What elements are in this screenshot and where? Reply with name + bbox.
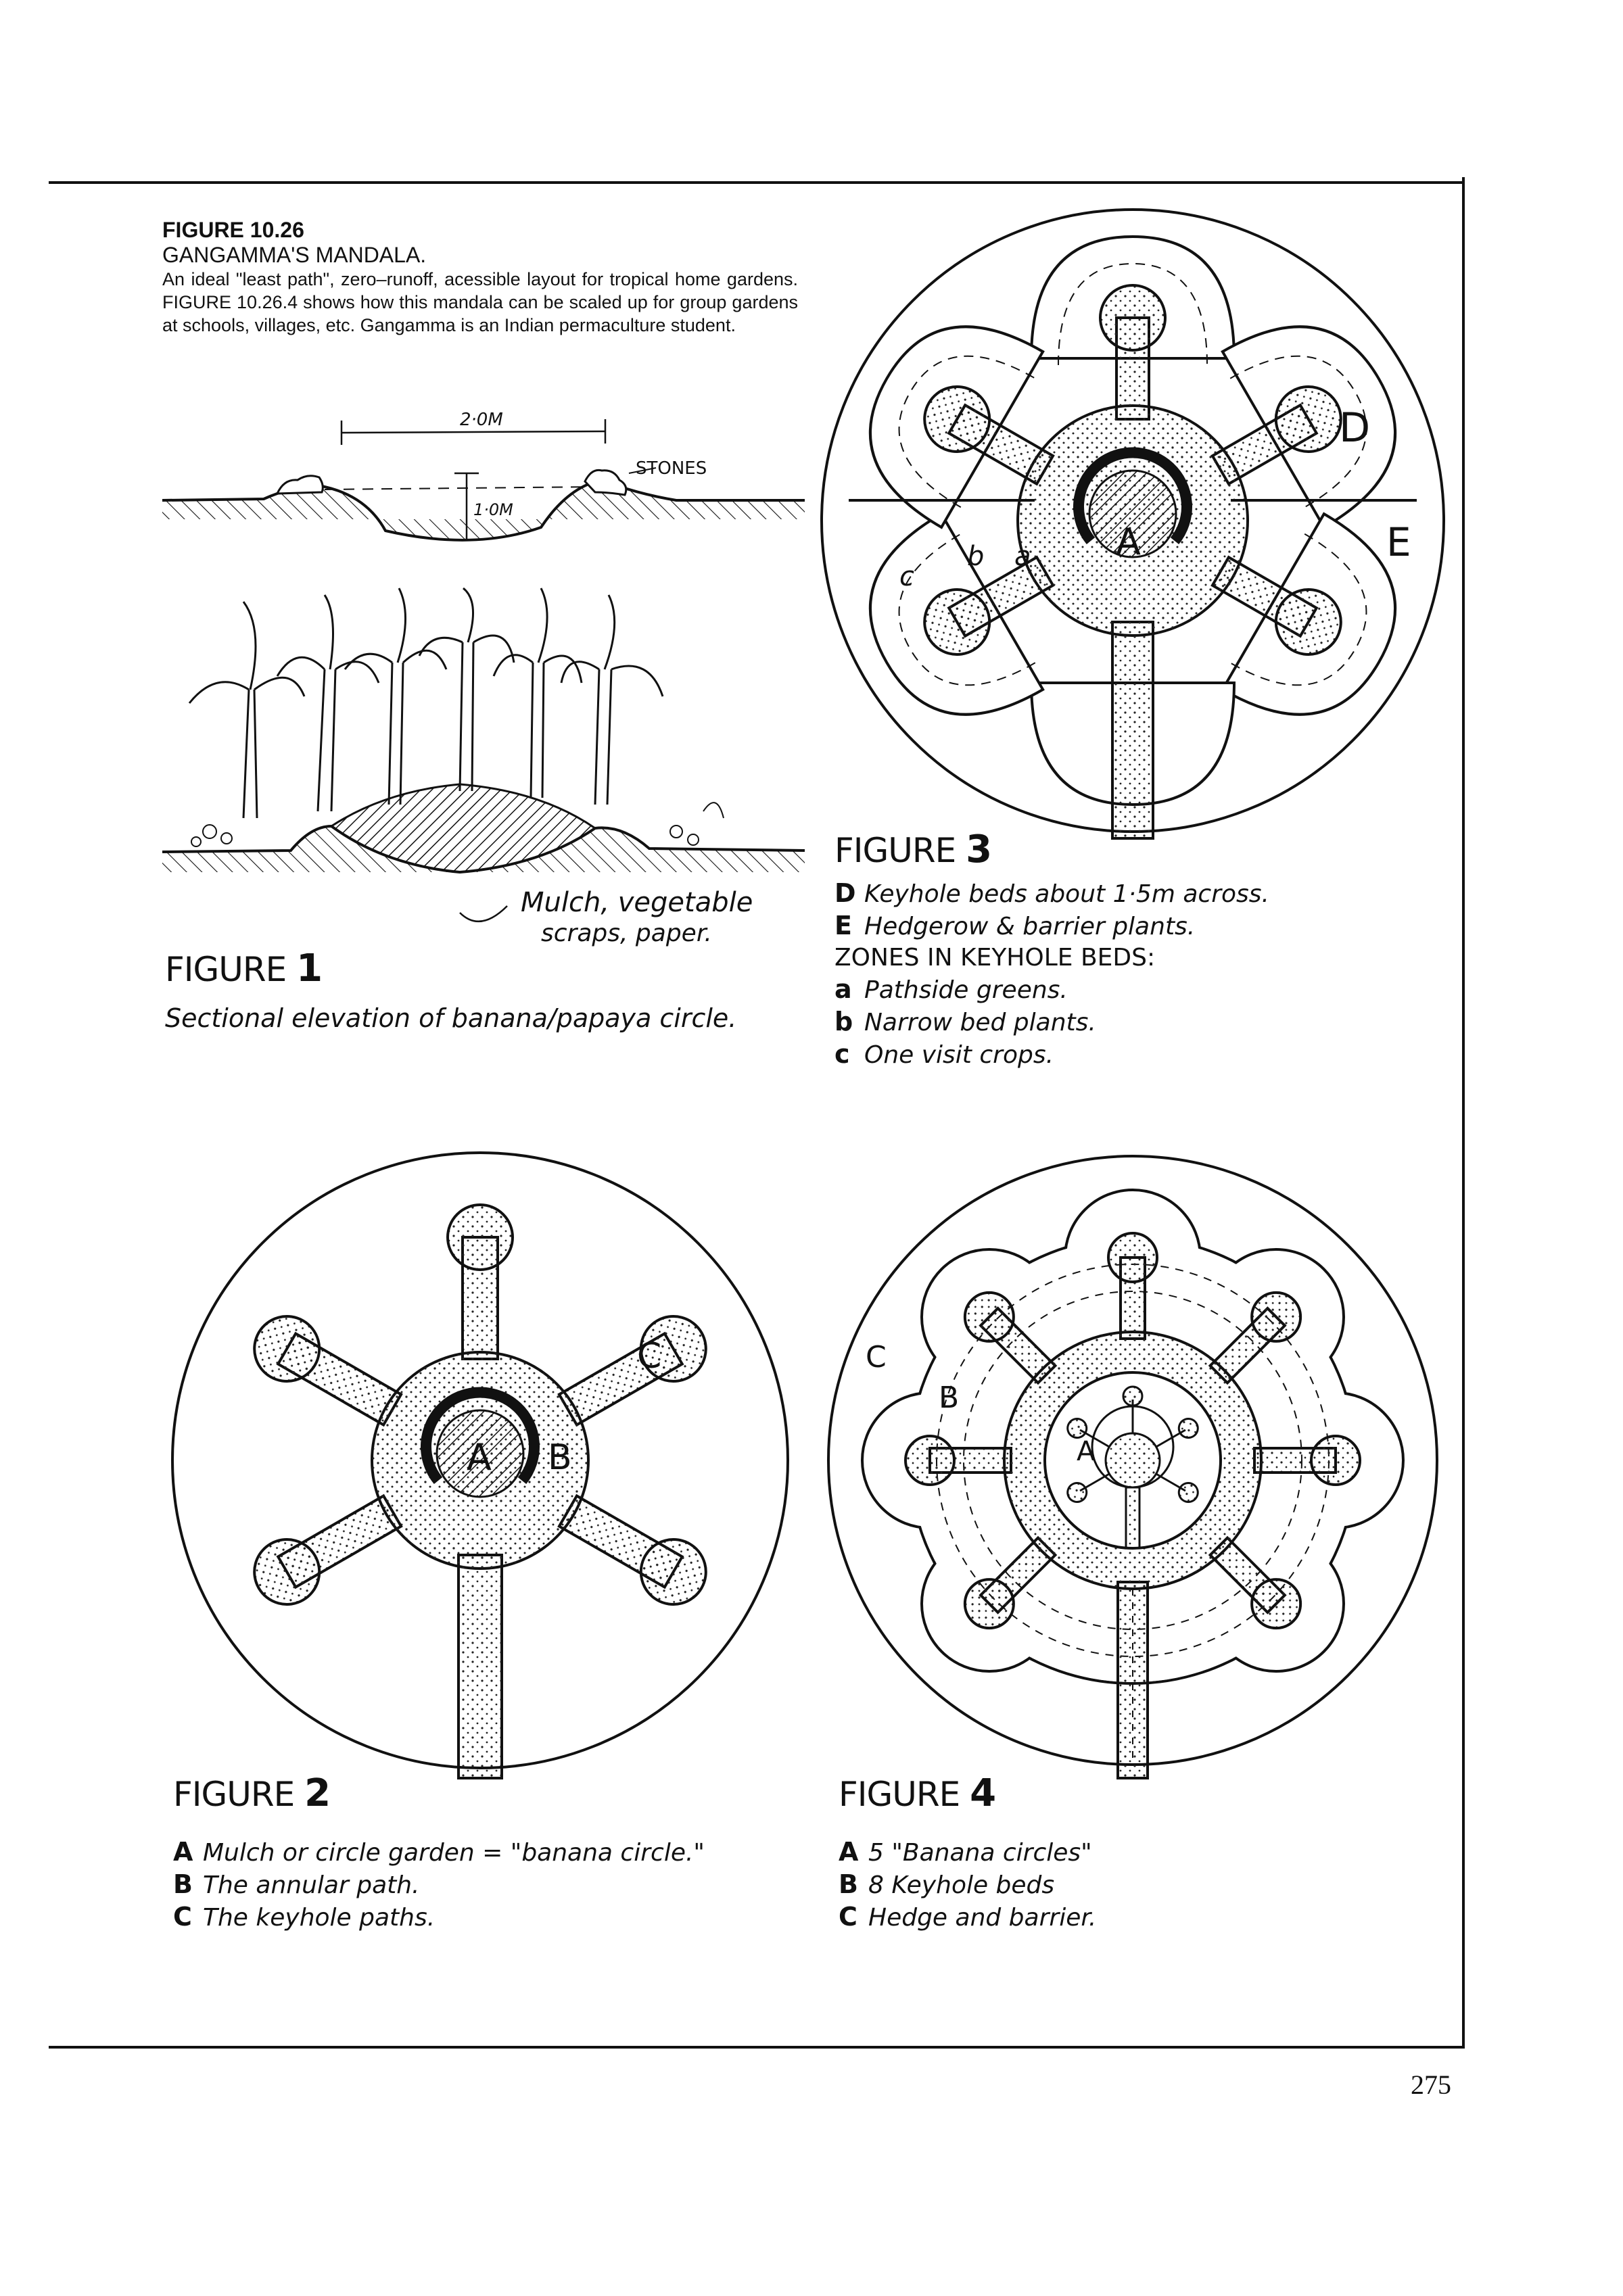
figure3-legend-item: E Hedgerow & barrier plants. xyxy=(834,911,1196,940)
figure3-center-letter: A xyxy=(1116,521,1141,563)
figure2-label xyxy=(173,1771,330,1815)
figure3-label-text: FIGURE xyxy=(834,831,956,870)
figure2-legend xyxy=(173,1836,705,1934)
figure1-width-label: 2·0M xyxy=(460,410,503,430)
figure3-zone-b: b xyxy=(967,541,985,572)
caption-title: GANGAMMA'S MANDALA. xyxy=(162,243,427,267)
figure1-label-text: FIGURE xyxy=(165,950,287,989)
figure4-letter-a: A xyxy=(1077,1436,1096,1467)
figure3-label xyxy=(834,828,991,871)
figure1-stones-label: STONES xyxy=(636,458,707,479)
figure1-mulch-label-2: scraps, paper. xyxy=(541,919,712,947)
caption-number: FIGURE 10.26 xyxy=(162,218,304,242)
figure2-label-num: 2 xyxy=(304,1771,331,1815)
caption-body: An ideal "least path", zero–runoff, acessible layout for tropical home gardens. FIGURE 10.26.4 shows how this mandala can be scaled up for group gardens at schools, villages, etc. Gangamma is an Indian permaculture student. xyxy=(162,269,798,335)
figure3-legend-item: a Pathside greens. xyxy=(834,974,1068,1004)
figure3-legend-item: b Narrow bed plants. xyxy=(834,1007,1096,1036)
figure3-zone-a: a xyxy=(1014,541,1031,572)
figure4-scaled-mandala xyxy=(822,1149,1444,1771)
figure4-letter-c: C xyxy=(866,1340,887,1374)
figure2-label-text: FIGURE xyxy=(173,1775,295,1814)
figure1-banana-circle xyxy=(162,588,805,906)
right-rule xyxy=(1462,177,1465,2049)
figure3-zone-c: c xyxy=(899,561,914,592)
figure4-label-text: FIGURE xyxy=(839,1775,960,1814)
figure1-label-num: 1 xyxy=(296,947,323,990)
figure4-legend-item: C Hedge and barrier. xyxy=(839,1902,1097,1932)
figure2-legend-item: B The annular path. xyxy=(173,1869,420,1899)
figure4-legend-item: B 8 Keyhole beds xyxy=(839,1869,1055,1899)
figure4-label-num: 4 xyxy=(970,1771,996,1815)
figure2-letter-b: B xyxy=(548,1437,572,1478)
figure3-label-num: 3 xyxy=(966,828,992,871)
figure3-outer-d: D xyxy=(1339,404,1371,452)
figure1-depth-label: 1·0M xyxy=(473,500,513,519)
figure3-outer-e: E xyxy=(1386,519,1411,565)
figure2-letter-a: A xyxy=(467,1436,492,1479)
figure3-legend-item: c One visit crops. xyxy=(834,1039,1054,1069)
figure4-legend xyxy=(839,1836,1096,1934)
figure3-legend-item: ZONES IN KEYHOLE BEDS: xyxy=(834,944,1156,972)
figure1-mulch-label-1: Mulch, vegetable xyxy=(521,887,753,918)
figure4-letter-b: B xyxy=(939,1381,960,1415)
page-number: 275 xyxy=(1411,2070,1451,2100)
figure4-legend-item: A 5 "Banana circles" xyxy=(839,1837,1092,1867)
figure1-label xyxy=(165,947,322,990)
figure2-legend-item: C The keyhole paths. xyxy=(173,1902,436,1932)
figure3-legend xyxy=(834,878,1269,1071)
figure1-description: Sectional elevation of banana/papaya circle. xyxy=(165,1003,737,1033)
bottom-rule xyxy=(49,2046,1465,2049)
figure2-letter-c: C xyxy=(637,1336,662,1377)
figure3-legend-item: D Keyhole beds about 1·5m across. xyxy=(834,878,1269,908)
top-rule xyxy=(49,181,1463,184)
figure2-legend-item: A Mulch or circle garden = "banana circle." xyxy=(173,1837,705,1867)
figure4-label xyxy=(839,1771,995,1815)
figure-caption xyxy=(162,218,798,337)
